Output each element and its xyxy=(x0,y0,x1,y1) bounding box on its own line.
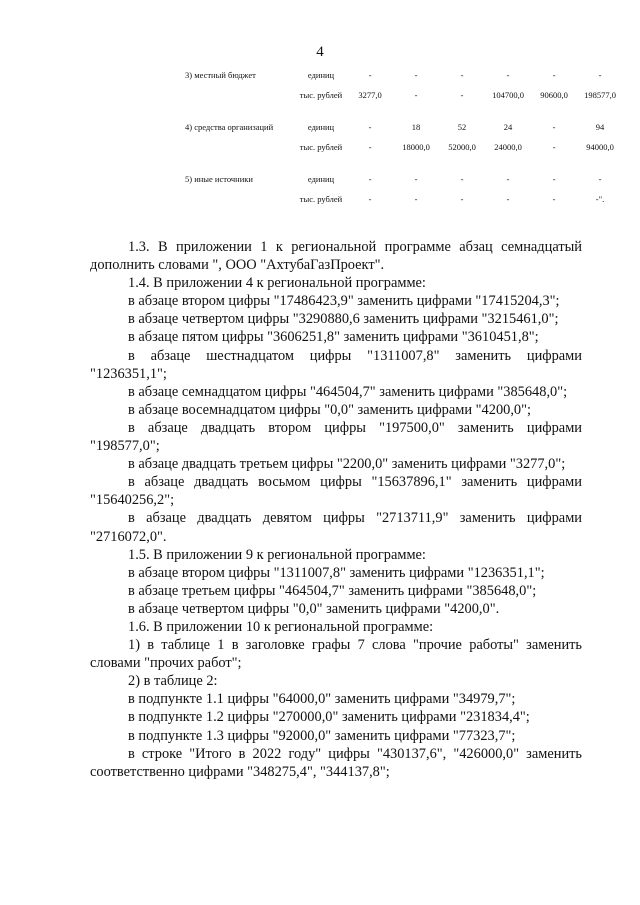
paragraph: в абзаце четвертом цифры "3290880,6 заменить цифрами "3215461,0"; xyxy=(128,311,559,328)
value-cell: - xyxy=(552,174,556,184)
unit-cell: единиц xyxy=(307,122,335,132)
value-cell: 104700,0 xyxy=(492,90,524,100)
table-row xyxy=(185,142,623,174)
paragraph: 1.3. В приложении 1 к региональной программе абзац семнадцатый дополнить словами ", ООО "АхтубаГазПроект". xyxy=(90,239,582,274)
paragraph: в абзаце втором цифры "17486423,9" заменить цифрами "17415204,3"; xyxy=(128,293,560,310)
value-cell: - xyxy=(552,142,556,152)
value-cell: - xyxy=(414,174,418,184)
paragraph: в подпункте 1.1 цифры "64000,0" заменить цифрами "34979,7"; xyxy=(128,691,516,708)
value-cell: 94000,0 xyxy=(586,142,614,152)
paragraph: 1.5. В приложении 9 к региональной программе: xyxy=(128,546,426,563)
paragraph: 1.6. В приложении 10 к региональной программе: xyxy=(128,618,434,635)
paragraph: в строке "Итого в 2022 году" цифры "430137,6", "426000,0" заменить соответственно цифрами "348275,4", "344137,8"; xyxy=(90,745,582,780)
paragraph: в абзаце двадцать втором цифры "197500,0" заменить цифрами "198577,0"; xyxy=(90,419,582,455)
value-cell: 52 xyxy=(457,122,467,132)
paragraph: в абзаце двадцать девятом цифры "2713711,9" заменить цифрами "2716072,0". xyxy=(90,510,582,545)
table-row xyxy=(185,194,623,226)
unit-cell: единиц xyxy=(307,174,335,184)
value-cell: 52000,0 xyxy=(448,142,476,152)
value-cell: - xyxy=(506,70,510,80)
value-cell: - xyxy=(368,194,372,204)
table-row xyxy=(185,70,623,90)
value-cell: 24 xyxy=(503,122,513,132)
value-cell: - xyxy=(414,90,418,100)
source-cell xyxy=(185,142,295,174)
paragraph: в подпункте 1.2 цифры "270000,0" заменить цифрами "231834,4"; xyxy=(128,709,530,726)
paragraph: в абзаце втором цифры "1311007,8" заменить цифрами "1236351,1"; xyxy=(128,564,545,581)
value-cell: - xyxy=(460,90,464,100)
table-row xyxy=(185,122,623,142)
value-cell: - xyxy=(368,142,372,152)
unit-cell: единиц xyxy=(307,70,335,80)
paragraph: в абзаце пятом цифры "3606251,8" заменить цифрами "3610451,8"; xyxy=(128,329,539,346)
paragraph: в абзаце двадцать восьмом цифры "15637896,1" заменить цифрами "15640256,2"; xyxy=(90,474,582,509)
paragraph: в подпункте 1.3 цифры "92000,0" заменить цифрами "77323,7"; xyxy=(128,727,516,744)
page-number: 4 xyxy=(316,44,324,60)
value-cell: - xyxy=(552,122,556,132)
amendments-text xyxy=(90,238,582,781)
value-cell: 18 xyxy=(411,122,421,132)
value-cell: 198577,0 xyxy=(584,90,616,100)
value-cell: - xyxy=(552,70,556,80)
table-row xyxy=(185,174,623,194)
source-cell: 4) средства организаций xyxy=(185,122,274,132)
value-cell: - xyxy=(368,122,372,132)
value-cell: - xyxy=(460,70,464,80)
unit-cell: тыс. рублей xyxy=(299,142,343,152)
value-cell: - xyxy=(552,194,556,204)
value-cell: - xyxy=(414,194,418,204)
value-cell: - xyxy=(368,70,372,80)
value-cell: - xyxy=(460,194,464,204)
paragraph: 1) в таблице 1 в заголовке графы 7 слова "прочие работы" заменить словами "прочих работ"; xyxy=(90,637,582,672)
value-cell: - xyxy=(598,70,602,80)
source-cell xyxy=(185,194,295,226)
source-cell: 5) иные источники xyxy=(185,174,253,184)
value-cell: - xyxy=(506,174,510,184)
source-cell: 3) местный бюджет xyxy=(185,70,256,80)
paragraph: в абзаце шестнадцатом цифры "1311007,8" заменить цифрами "1236351,1"; xyxy=(90,347,582,382)
paragraph: в абзаце восемнадцатом цифры "0,0" заменить цифрами "4200,0"; xyxy=(128,401,531,418)
value-cell: 94 xyxy=(595,122,605,132)
value-cell: 90600,0 xyxy=(540,90,568,100)
value-cell: - xyxy=(598,174,602,184)
value-cell: -". xyxy=(595,194,605,204)
paragraph: в абзаце третьем цифры "464504,7" заменить цифрами "385648,0"; xyxy=(128,582,537,599)
unit-cell: тыс. рублей xyxy=(299,194,343,204)
value-cell: - xyxy=(414,70,418,80)
paragraph: в абзаце двадцать третьем цифры "2200,0" заменить цифрами "3277,0"; xyxy=(128,456,566,473)
value-cell: - xyxy=(368,174,372,184)
paragraph: 1.4. В приложении 4 к региональной программе: xyxy=(128,275,426,292)
value-cell: 3277,0 xyxy=(358,90,382,100)
funding-table xyxy=(185,70,623,226)
table-row xyxy=(185,90,623,122)
unit-cell: тыс. рублей xyxy=(299,90,343,100)
paragraph: в абзаце четвертом цифры "0,0" заменить цифрами "4200,0". xyxy=(128,600,500,617)
value-cell: - xyxy=(460,174,464,184)
value-cell: 24000,0 xyxy=(494,142,522,152)
value-cell: - xyxy=(506,194,510,204)
paragraph: 2) в таблице 2: xyxy=(128,673,218,690)
paragraph: в абзаце семнадцатом цифры "464504,7" заменить цифрами "385648,0"; xyxy=(128,383,568,400)
source-cell xyxy=(185,90,295,122)
value-cell: 18000,0 xyxy=(402,142,430,152)
